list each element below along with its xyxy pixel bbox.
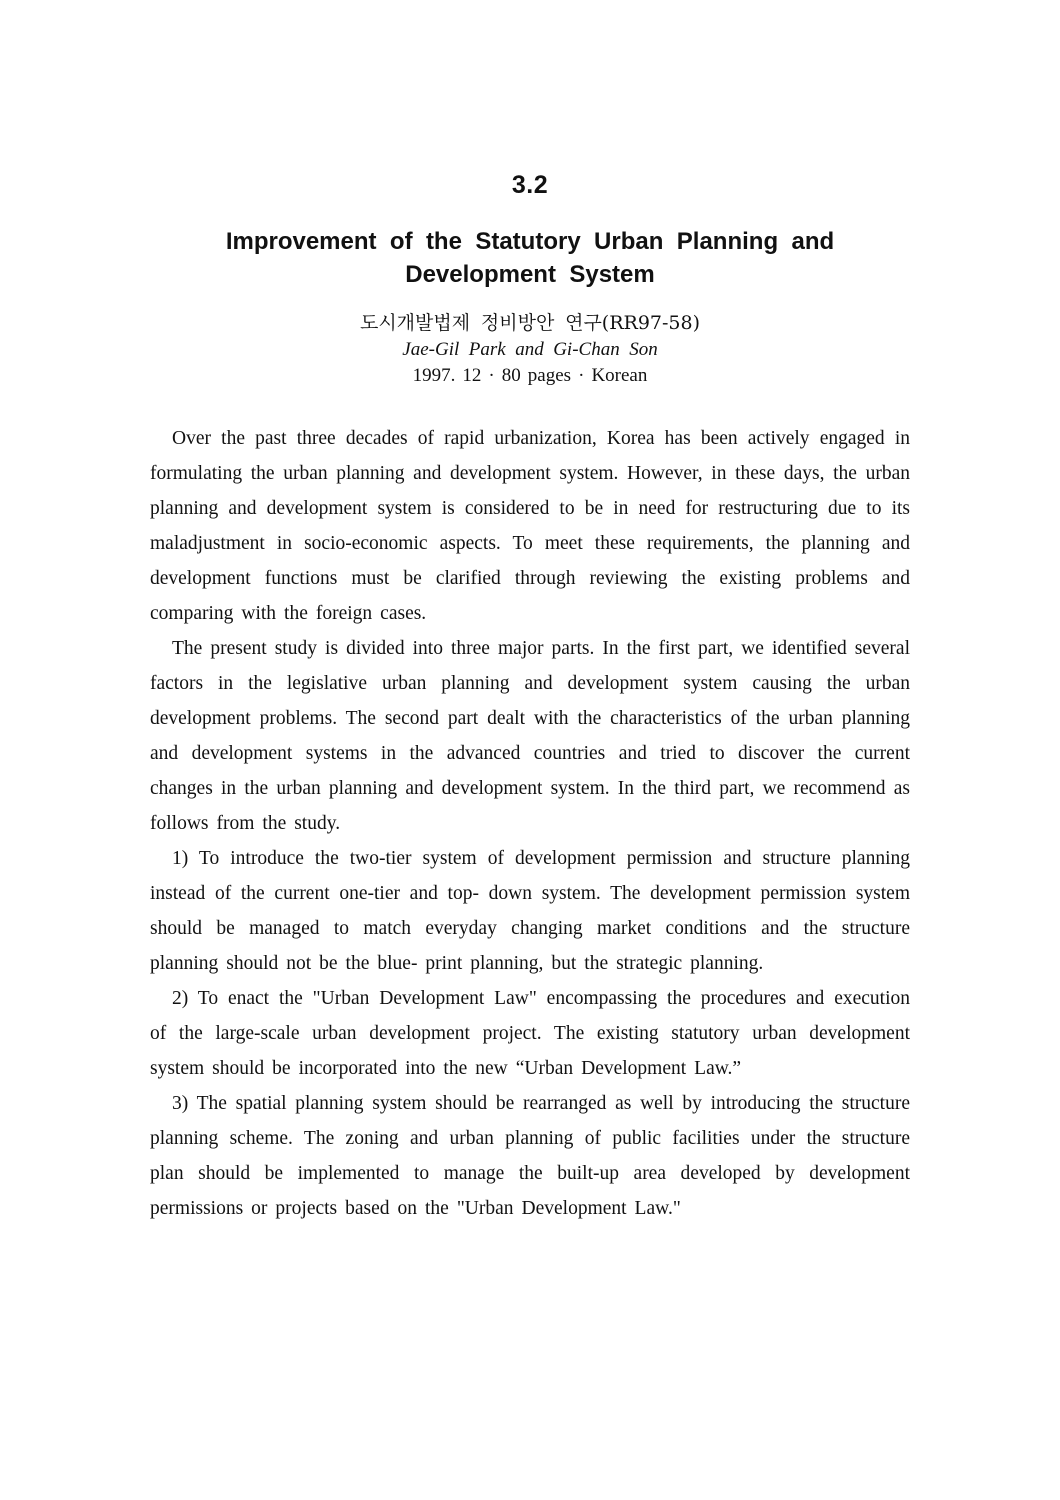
publication-meta: 1997. 12 · 80 pages · Korean [412, 365, 648, 386]
section-number: 3.2 [511, 171, 549, 199]
title-line-2: Development System [405, 261, 655, 288]
document-title [150, 225, 910, 291]
paragraph-recommendation-1: 1) To introduce the two-tier system of development permission and structure planning instead of the current one-tier and top- down system. The development permission system should be managed to match everyday changing market conditions and the structure planning should not be the blue- print planning, but the strategic planning. [150, 848, 910, 974]
paragraph-study-structure: The present study is divided into three major parts. In the first part, we identified several factors in the legislative urban planning and development system causing the urban development problems. The second part dealt with the characteristics of the urban planning and development systems in the advanced countries and tried to discover the current changes in the urban planning and development system. In the third part, we recommend as follows from the study. [150, 638, 910, 834]
paragraph-recommendation-3: 3) The spatial planning system should be rearranged as well by introducing the structure planning scheme. The zoning and urban planning of public facilities under the structure plan should be implemented to manage the built-up area developed by development permissions or projects based on the "Urban Development Law." [150, 1093, 910, 1219]
paragraph-recommendation-2: 2) To enact the "Urban Development Law" encompassing the procedures and execution of the large-scale urban development project. The existing statutory urban development system should be incorporated into the new “Urban Development Law.” [150, 988, 910, 1079]
title-line-1: Improvement of the Statutory Urban Planning and [225, 228, 835, 255]
paragraph-overview: Over the past three decades of rapid urbanization, Korea has been actively engaged in formulating the urban planning and development system. However, in these days, the urban planning and development system is considered to be in need for restructuring due to its maladjustment in socio-economic aspects. To meet these requirements, the planning and development functions must be clarified through reviewing the existing problems and comparing with the foreign cases. [150, 428, 910, 624]
abstract-body [150, 421, 910, 1226]
authors-line: Jae-Gil Park and Gi-Chan Son [402, 339, 658, 360]
korean-title: 도시개발법제 정비방안 연구(RR97-58) [359, 312, 701, 334]
